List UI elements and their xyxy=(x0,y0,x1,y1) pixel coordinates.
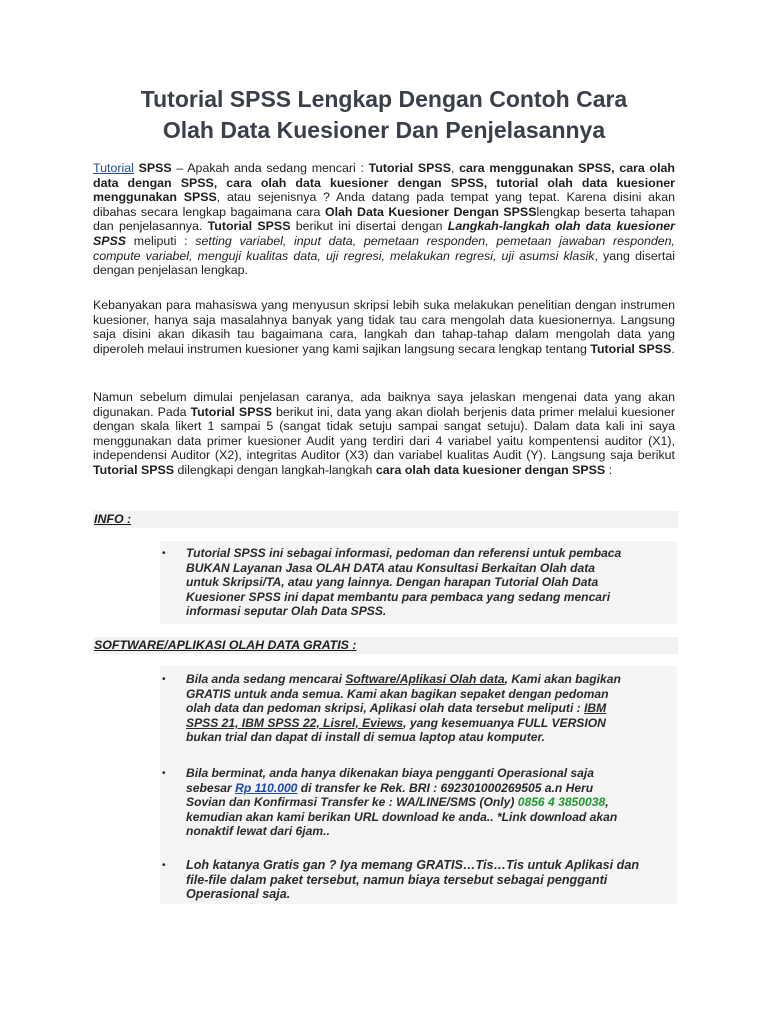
info-line-2: BUKAN Layanan Jasa OLAH DATA atau Konsultasi Berkaitan Olah data xyxy=(186,560,596,575)
p3-text-1: Namun sebelum dimulai penjelasan caranya, ada baiknya saya jelaskan mengenai data yang akan digunakan. Pada xyxy=(93,390,675,419)
bullet-icon: • xyxy=(162,860,166,871)
sw2-line-1: Bila berminat, anda hanya dikenakan biaya pengganti Operasional saja xyxy=(186,766,594,780)
p1-bold-1: Tutorial SPSS xyxy=(368,161,451,175)
price-text: Rp 110.000 xyxy=(235,780,298,795)
p1-text-5: meliputi : xyxy=(126,233,196,248)
intro-paragraph xyxy=(93,161,675,278)
p1-spss: SPSS xyxy=(133,161,172,175)
info-line-4: Kuesioner SPSS ini dapat membantu para pembaca yang sedang mencari xyxy=(186,589,611,604)
page-title xyxy=(60,84,708,146)
bullet-icon: • xyxy=(162,768,166,779)
p1-italic: setting variabel, input data, pemetaan responden, pemetaan jawaban responden, compute variabel, menguji kualitas data, uji regresi, melakukan regresi, uji asumsi klasik xyxy=(93,233,675,263)
title-line-2: Olah Data Kuesioner Dan Penjelasannya xyxy=(162,117,606,143)
sw1-l3-text: olah data dan pedoman skripsi, Aplikasi olah data tersebut meliputi : xyxy=(186,701,585,716)
sw1-text: Bila anda sedang mencarai xyxy=(186,672,346,686)
sw3-line-1: Loh katanya Gratis gan ? Iya memang GRATIS…Tis…Tis untuk Aplikasi dan xyxy=(186,858,640,872)
sw1-line-4 xyxy=(186,716,678,731)
sw2-l3-text: Sovian dan Konfirmasi Transfer ke : WA/LINE/SMS (Only) xyxy=(186,795,518,810)
ibm-link[interactable]: IBM xyxy=(584,701,607,716)
sw1-line-5: bukan trial dan dapat di install di semua laptop atau komputer. xyxy=(186,730,545,745)
p1-text-3: lengkap beserta tahapan dan penjelasannya. xyxy=(93,204,675,234)
sw2-line-5: nonaktif lewat dari 6jam.. xyxy=(186,824,330,839)
p1-bold-italic: Langkah-langkah olah data kuesioner SPSS xyxy=(93,219,675,248)
info-line-3: untuk Skripsi/TA, atau yang lainnya. Dengan harapan Tutorial Olah Data xyxy=(186,575,599,590)
p1-bold-4: Tutorial SPSS xyxy=(207,219,291,234)
info-bullet-text xyxy=(186,546,678,619)
software-link[interactable]: Software/Aplikasi Olah data xyxy=(345,672,505,686)
sw2-l2-end: di transfer ke Rek. BRI : 692301000269505 a.n Heru xyxy=(297,780,594,795)
p1-text-2: , atau sejenisnya ? Anda datang pada tempat yang tepat. Karena disini akan dibahas secara lengkap bagaimana cara xyxy=(93,190,675,219)
title-line-1: Tutorial SPSS Lengkap Dengan Contoh Cara xyxy=(140,86,628,112)
p1-text-1: – Apakah anda sedang mencari : xyxy=(171,161,369,175)
p3-bold-2: Tutorial SPSS xyxy=(93,462,175,477)
sw1-text-end: , Kami akan bagikan xyxy=(504,672,621,686)
p1-comma: , xyxy=(450,161,460,175)
sw3-line-3: Operasional saja. xyxy=(186,887,291,902)
p3-text-2: berikut ini, data yang akan diolah berjenis data primer melalui kuesioner dengan skala likert 1 sampai 5 (sangat tidak setuju sampai sangat setuju). Dalam data kali ini saya menggunakan data primer kuesioner Audit yang terdiri dari 4 variabel yaitu kompentensi auditor (X1), independensi Auditor (X2), integritas Auditor (X3) dan variabel kualitas Audit (Y). Langsung saja berikut xyxy=(93,404,675,463)
sw1-l4-text: , yang kesemuanya FULL VERSION xyxy=(403,715,606,730)
p3-end: : xyxy=(605,462,613,477)
phone-number: 0856 4 3850038 xyxy=(517,795,606,810)
sw2-l3-end: , xyxy=(605,795,609,810)
paragraph-3 xyxy=(93,390,675,478)
p3-bold-3: cara olah data kuesioner dengan SPSS xyxy=(375,462,606,477)
software-bullet-2 xyxy=(186,766,678,839)
sw1-line-1 xyxy=(186,672,678,687)
p2-text-1: Kebanyakan para mahasiswa yang menyusun skripsi lebih suka melakukan penelitian dengan instrumen kuesioner, hanya saja masalahnya banyak yang tidak tau cara mengolah data kuesionernya. Langsung saja disini akan dikasih tau bagaimana cara, langkah dan tahap-tahap dalam mengolah data yang diperoleh melaui instrumen kuesioner yang kami sajikan langsung secara lengkap tentang xyxy=(93,298,675,356)
software-bullet-1 xyxy=(186,672,678,745)
p1-bold-3: Olah Data Kuesioner Dengan SPSS xyxy=(324,204,537,219)
p1-text-4: berikut ini disertai dengan xyxy=(290,219,448,234)
p1-text-6: , yang disertai dengan penjelasan lengkap. xyxy=(93,248,676,278)
info-line-5: informasi seputar Olah Data SPSS. xyxy=(186,604,387,619)
sw1-line-2: GRATIS untuk anda semua. Kami akan bagikan sepaket dengan pedoman xyxy=(186,686,609,701)
bullet-icon: • xyxy=(162,548,166,559)
sw2-line-4: kemudian akan kami berikan URL download ke anda.. *Link download akan xyxy=(186,809,618,824)
sw2-line-2 xyxy=(186,781,678,796)
info-heading: INFO : xyxy=(93,511,678,528)
bullet-icon: • xyxy=(162,674,166,685)
info-line-1: Tutorial SPSS ini sebagai informasi, pedoman dan referensi untuk pembaca xyxy=(186,546,622,560)
software-bullet-3 xyxy=(186,858,678,902)
sw2-l2-text: sebesar xyxy=(186,780,236,795)
p3-bold-1: Tutorial SPSS xyxy=(190,404,272,419)
software-heading: SOFTWARE/APLIKASI OLAH DATA GRATIS : xyxy=(93,637,678,654)
sw2-line-3 xyxy=(186,795,678,810)
p2-end: . xyxy=(671,341,675,356)
paragraph-2 xyxy=(93,298,675,356)
sw3-line-2: file-file dalam paket tersebut, namun biaya tersebut sebagai pengganti xyxy=(186,872,608,887)
p1-bold-2: cara menggunakan SPSS, cara olah data dengan SPSS, cara olah data kuesioner dengan SPSS, tutorial olah data kuesioner menggunakan SPSS xyxy=(93,161,675,205)
spss-versions-link[interactable]: SPSS 21, IBM SPSS 22, Lisrel, Eviews xyxy=(186,715,404,730)
sw1-line-3 xyxy=(186,701,678,716)
tutorial-link[interactable]: Tutorial xyxy=(93,161,134,175)
p3-text-3: dilengkapi dengan langkah-langkah xyxy=(174,462,376,477)
p2-bold: Tutorial SPSS xyxy=(590,341,672,356)
